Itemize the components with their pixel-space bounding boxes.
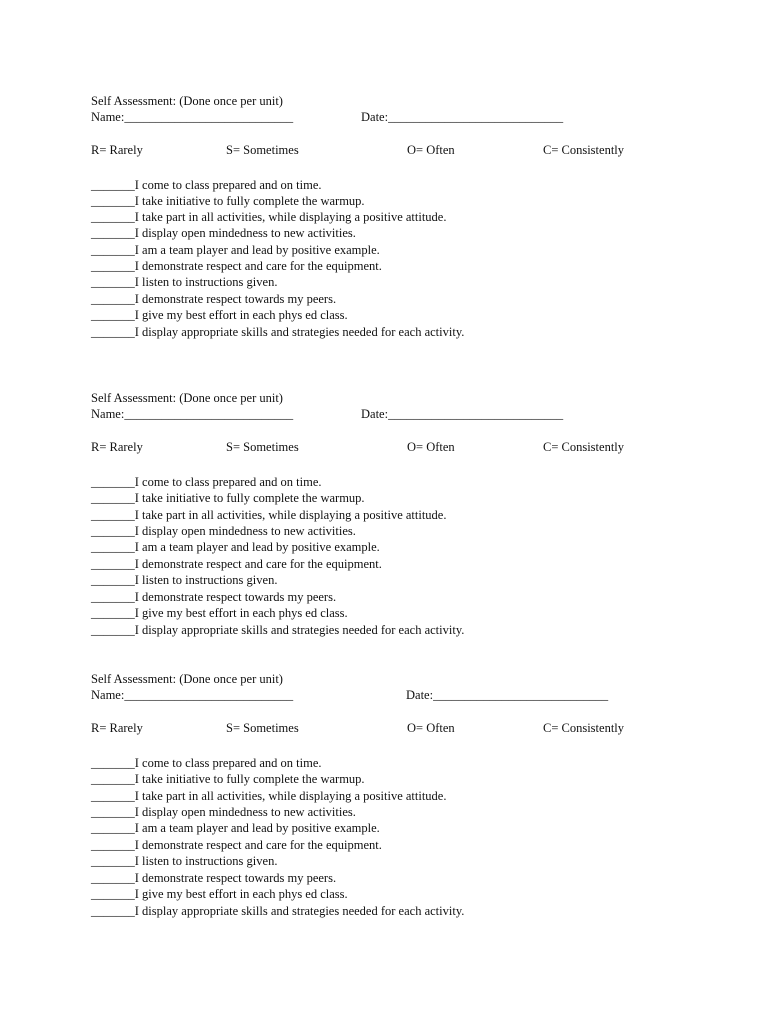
list-item[interactable]: _______I take initiative to fully complete the warmup.	[91, 772, 365, 786]
list-item[interactable]: _______I demonstrate respect towards my peers.	[91, 871, 337, 885]
list-item[interactable]: _______I demonstrate respect towards my peers.	[91, 590, 337, 604]
list-item[interactable]: _______I am a team player and lead by positive example.	[91, 243, 380, 257]
list-item[interactable]: _______I listen to instructions given.	[91, 275, 278, 289]
list-item[interactable]: _______I give my best effort in each phys ed class.	[91, 606, 348, 620]
name-field[interactable]: Name:___________________________	[91, 407, 294, 421]
form-title: Self Assessment: (Done once per unit)	[91, 672, 283, 686]
scale-rarely: R= Rarely	[91, 440, 143, 454]
list-item[interactable]: _______I demonstrate respect and care for the equipment.	[91, 557, 382, 571]
scale-consistently: C= Consistently	[543, 721, 625, 735]
scale-often: O= Often	[407, 440, 455, 454]
list-item[interactable]: _______I display open mindedness to new activities.	[91, 226, 356, 240]
name-field[interactable]: Name:___________________________	[91, 688, 294, 702]
self-assessment-form-2	[91, 390, 691, 640]
list-item[interactable]: _______I am a team player and lead by positive example.	[91, 821, 380, 835]
list-item[interactable]: _______I listen to instructions given.	[91, 854, 278, 868]
form-title: Self Assessment: (Done once per unit)	[91, 391, 283, 405]
scale-sometimes: S= Sometimes	[226, 721, 299, 735]
name-field[interactable]: Name:___________________________	[91, 110, 294, 124]
list-item[interactable]: _______I take part in all activities, while displaying a positive attitude.	[91, 210, 447, 224]
scale-sometimes: S= Sometimes	[226, 440, 299, 454]
form-title: Self Assessment: (Done once per unit)	[91, 94, 283, 108]
scale-often: O= Often	[407, 721, 455, 735]
list-item[interactable]: _______I take part in all activities, while displaying a positive attitude.	[91, 508, 447, 522]
list-item[interactable]: _______I give my best effort in each phys ed class.	[91, 887, 348, 901]
list-item[interactable]: _______I display appropriate skills and strategies needed for each activity.	[91, 904, 465, 918]
list-item[interactable]: _______I display open mindedness to new activities.	[91, 524, 356, 538]
list-item[interactable]: _______I give my best effort in each phys ed class.	[91, 308, 348, 322]
scale-often: O= Often	[407, 143, 455, 157]
list-item[interactable]: _______I listen to instructions given.	[91, 573, 278, 587]
date-field[interactable]: Date:____________________________	[361, 110, 564, 124]
list-item[interactable]: _______I demonstrate respect and care for the equipment.	[91, 259, 382, 273]
scale-rarely: R= Rarely	[91, 143, 143, 157]
list-item[interactable]: _______I display appropriate skills and strategies needed for each activity.	[91, 325, 465, 339]
list-item[interactable]: _______I come to class prepared and on time.	[91, 756, 322, 770]
scale-consistently: C= Consistently	[543, 143, 625, 157]
list-item[interactable]: _______I display appropriate skills and strategies needed for each activity.	[91, 623, 465, 637]
self-assessment-form-1	[91, 93, 691, 343]
date-field[interactable]: Date:____________________________	[406, 688, 609, 702]
list-item[interactable]: _______I demonstrate respect towards my peers.	[91, 292, 337, 306]
list-item[interactable]: _______I take initiative to fully complete the warmup.	[91, 491, 365, 505]
scale-rarely: R= Rarely	[91, 721, 143, 735]
scale-consistently: C= Consistently	[543, 440, 625, 454]
list-item[interactable]: _______I take part in all activities, while displaying a positive attitude.	[91, 789, 447, 803]
date-field[interactable]: Date:____________________________	[361, 407, 564, 421]
list-item[interactable]: _______I am a team player and lead by positive example.	[91, 540, 380, 554]
list-item[interactable]: _______I demonstrate respect and care for the equipment.	[91, 838, 382, 852]
self-assessment-form-3	[91, 671, 691, 921]
list-item[interactable]: _______I come to class prepared and on time.	[91, 178, 322, 192]
list-item[interactable]: _______I come to class prepared and on time.	[91, 475, 322, 489]
list-item[interactable]: _______I take initiative to fully complete the warmup.	[91, 194, 365, 208]
scale-sometimes: S= Sometimes	[226, 143, 299, 157]
list-item[interactable]: _______I display open mindedness to new activities.	[91, 805, 356, 819]
